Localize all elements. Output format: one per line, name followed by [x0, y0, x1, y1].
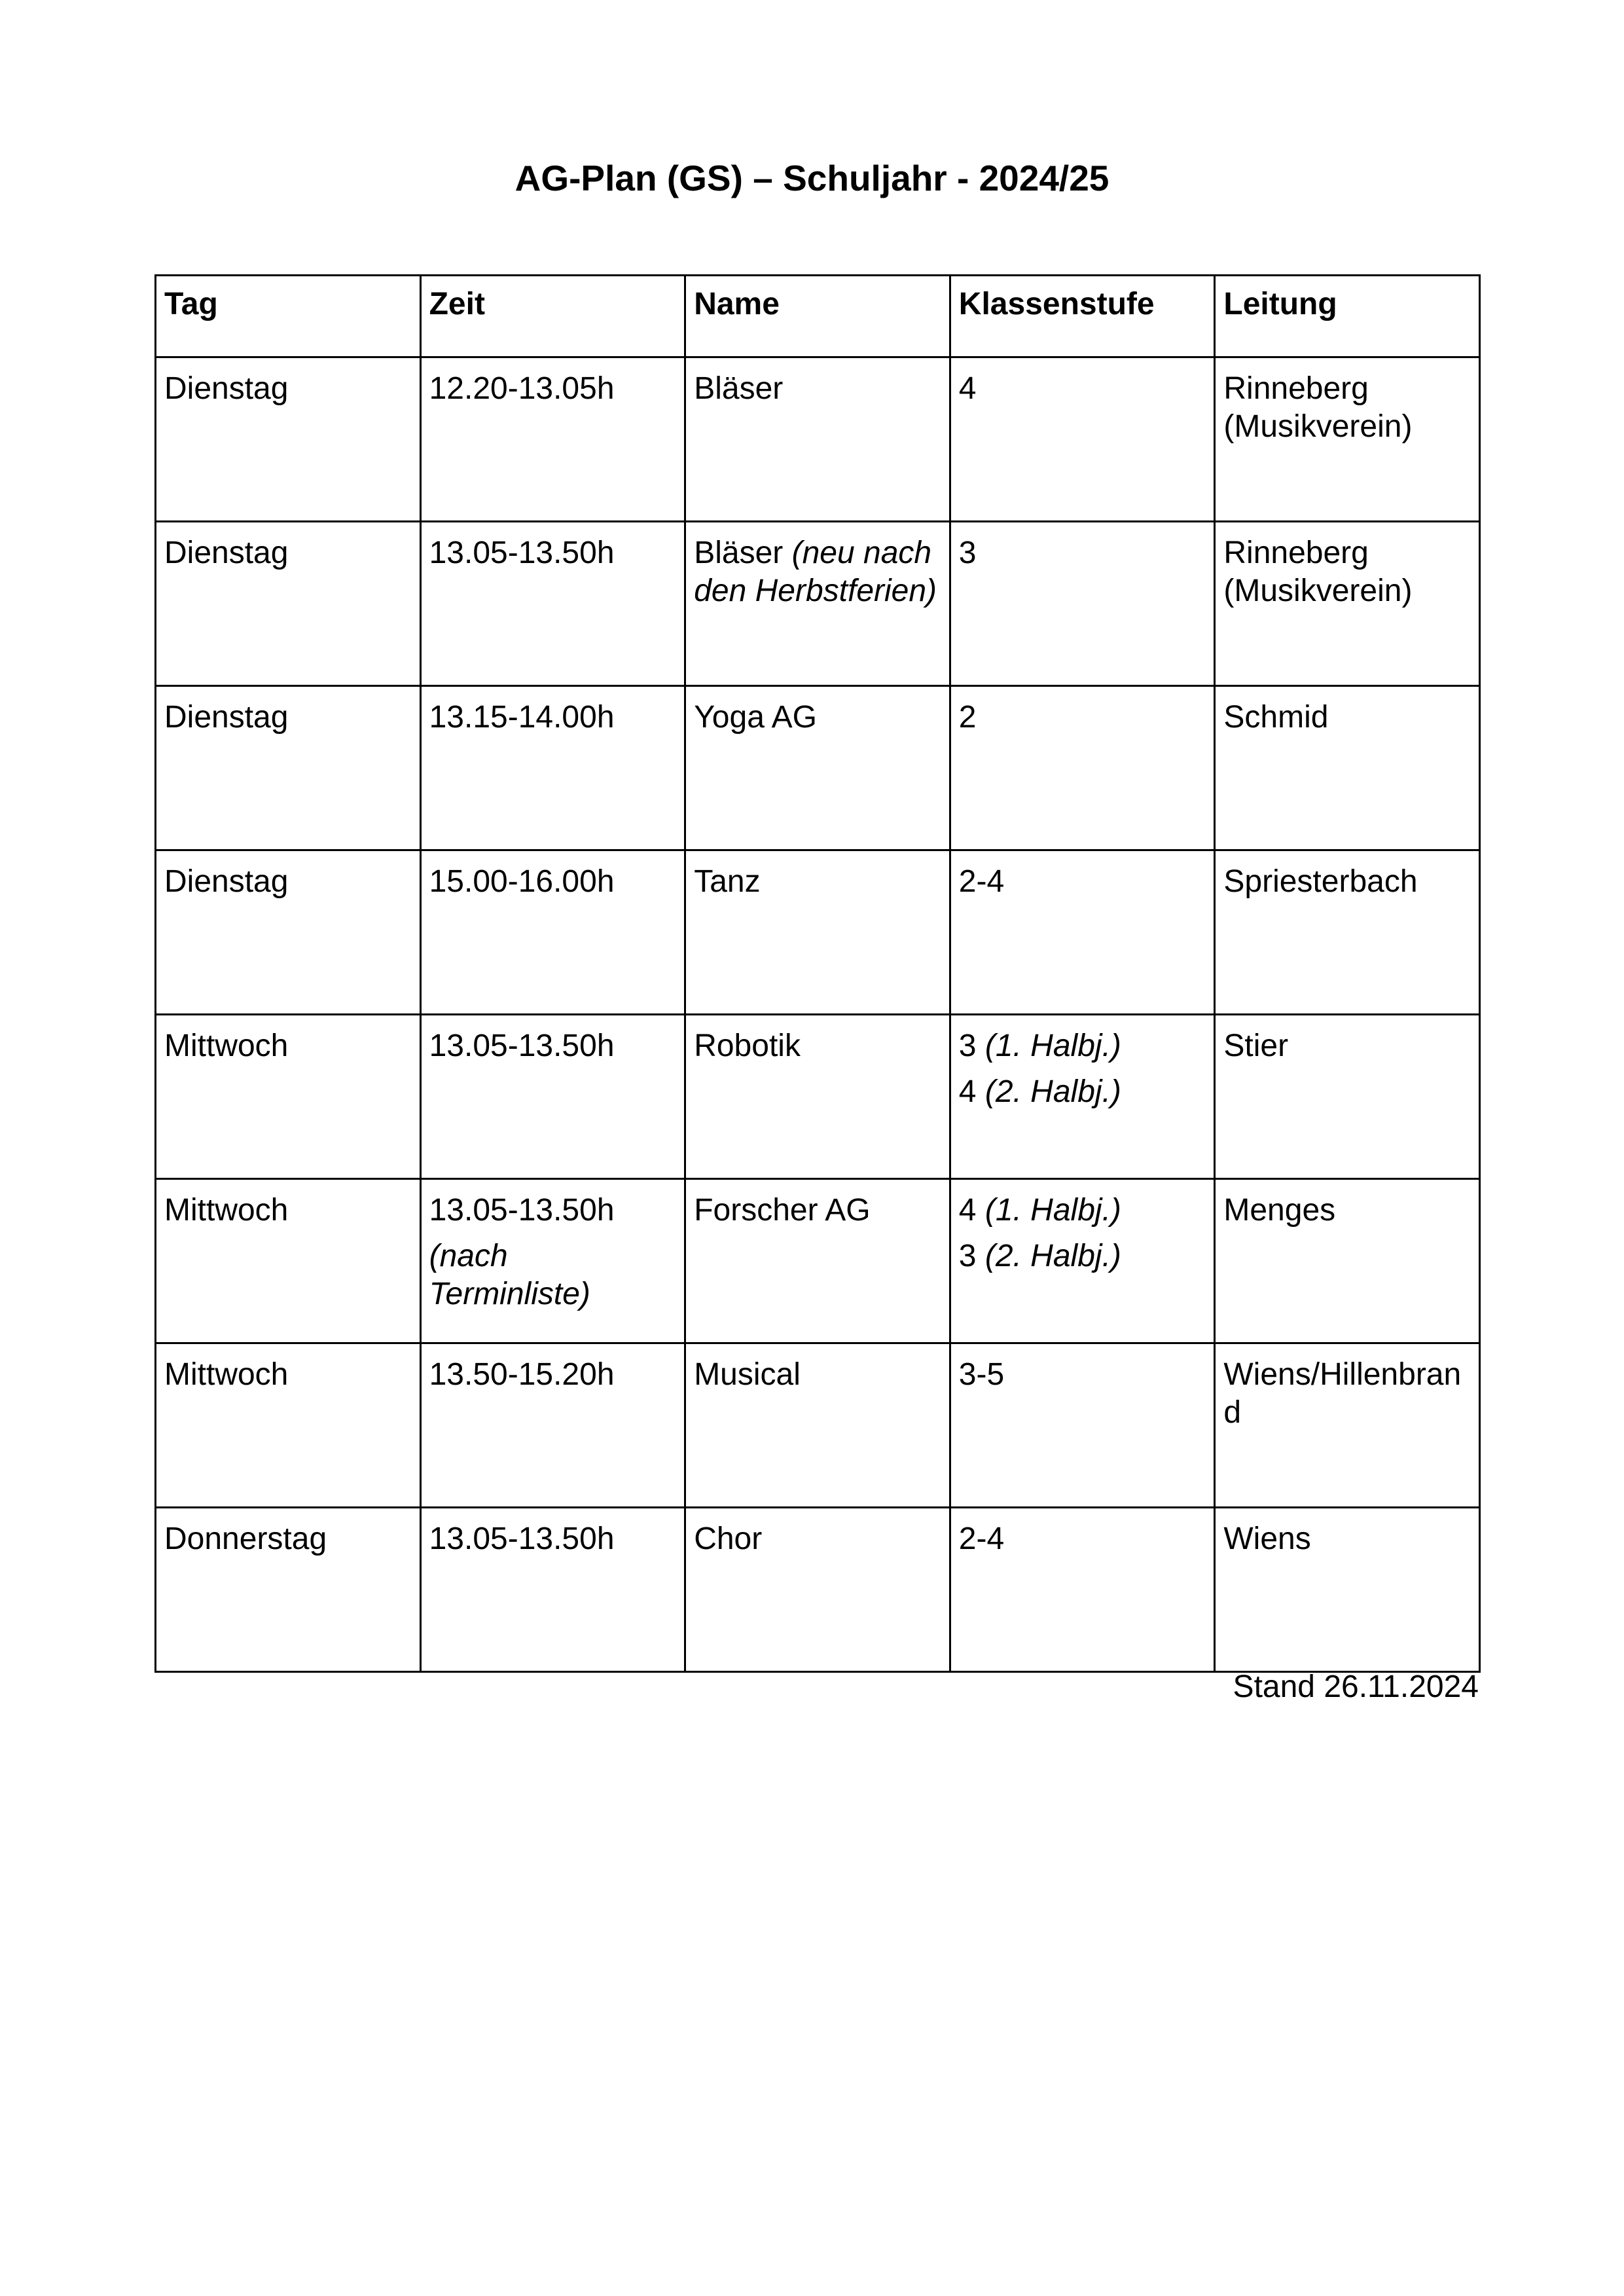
- klassenstufe-line: [959, 1237, 1206, 1275]
- zeit-note: (nach Terminliste): [429, 1239, 590, 1311]
- page-title: AG-Plan (GS) – Schuljahr - 2024/25: [514, 158, 1110, 198]
- cell-leitung: Wiens: [1215, 1508, 1480, 1672]
- cell-tag: Dienstag: [156, 522, 421, 686]
- table-header-row: [156, 276, 1480, 357]
- cell-name: Forscher AG: [685, 1179, 950, 1343]
- status-date: Stand 26.11.2024: [1233, 1669, 1479, 1704]
- cell-tag: Donnerstag: [156, 1508, 421, 1672]
- cell-leitung: Rinneberg (Musikverein): [1215, 522, 1480, 686]
- cell-name: Robotik: [685, 1015, 950, 1179]
- klassenstufe-value: 4: [958, 1193, 977, 1228]
- table-row: [156, 522, 1480, 686]
- cell-klassenstufe: 2: [950, 686, 1215, 850]
- table-row: [156, 686, 1480, 850]
- table-row: [156, 1015, 1480, 1179]
- cell-name: Bläser: [685, 357, 950, 522]
- cell-klassenstufe: [950, 1015, 1215, 1179]
- klassenstufe-line: [959, 1027, 1206, 1065]
- klassenstufe-value: 3: [958, 1029, 977, 1063]
- cell-zeit: 13.05-13.50h: [420, 1015, 685, 1179]
- cell-name: [685, 522, 950, 686]
- cell-name: Tanz: [685, 850, 950, 1015]
- cell-klassenstufe: 3-5: [950, 1343, 1215, 1508]
- klassenstufe-line: [959, 1073, 1206, 1111]
- klassenstufe-note: (2. Halbj.): [984, 1239, 1121, 1273]
- cell-leitung: Stier: [1215, 1015, 1480, 1179]
- ag-schedule-table: [154, 274, 1481, 1673]
- cell-leitung: Rinneberg (Musikverein): [1215, 357, 1480, 522]
- name-text: Bläser: [694, 536, 784, 570]
- klassenstufe-value: 4: [958, 1074, 977, 1109]
- cell-klassenstufe: 4: [950, 357, 1215, 522]
- klassenstufe-note: (2. Halbj.): [984, 1074, 1121, 1109]
- klassenstufe-line: [959, 1192, 1206, 1230]
- cell-klassenstufe: 3: [950, 522, 1215, 686]
- cell-zeit: 15.00-16.00h: [420, 850, 685, 1015]
- cell-leitung: Schmid: [1215, 686, 1480, 850]
- cell-leitung: Spriesterbach: [1215, 850, 1480, 1015]
- cell-tag: Dienstag: [156, 686, 421, 850]
- cell-klassenstufe: 2-4: [950, 1508, 1215, 1672]
- cell-tag: Mittwoch: [156, 1343, 421, 1508]
- klassenstufe-note: (1. Halbj.): [984, 1029, 1121, 1063]
- cell-tag: Mittwoch: [156, 1015, 421, 1179]
- cell-leitung: Wiens/Hillenbrand: [1215, 1343, 1480, 1508]
- cell-zeit: 13.50-15.20h: [420, 1343, 685, 1508]
- table-row: [156, 1343, 1480, 1508]
- header-klassenstufe: Klassenstufe: [950, 276, 1215, 357]
- header-leitung: Leitung: [1215, 276, 1480, 357]
- cell-zeit: [420, 1179, 685, 1343]
- header-name: Name: [685, 276, 950, 357]
- zeit-text: 13.05-13.50h: [429, 1193, 615, 1228]
- klassenstufe-value: 3: [958, 1239, 977, 1273]
- cell-zeit: 13.05-13.50h: [420, 522, 685, 686]
- table-row: [156, 357, 1480, 522]
- table-row: [156, 850, 1480, 1015]
- cell-klassenstufe: [950, 1179, 1215, 1343]
- table-row: [156, 1508, 1480, 1672]
- header-tag: Tag: [156, 276, 421, 357]
- name-note: (neu nach den Herbstferien): [694, 536, 937, 608]
- cell-name: Musical: [685, 1343, 950, 1508]
- cell-klassenstufe: 2-4: [950, 850, 1215, 1015]
- cell-zeit: 13.05-13.50h: [420, 1508, 685, 1672]
- cell-name: Yoga AG: [685, 686, 950, 850]
- cell-tag: Dienstag: [156, 357, 421, 522]
- header-zeit: Zeit: [420, 276, 685, 357]
- cell-tag: Dienstag: [156, 850, 421, 1015]
- cell-zeit: 13.15-14.00h: [420, 686, 685, 850]
- cell-tag: Mittwoch: [156, 1179, 421, 1343]
- cell-name: Chor: [685, 1508, 950, 1672]
- cell-zeit: 12.20-13.05h: [420, 357, 685, 522]
- table-row: [156, 1179, 1480, 1343]
- cell-leitung: Menges: [1215, 1179, 1480, 1343]
- klassenstufe-note: (1. Halbj.): [984, 1193, 1121, 1228]
